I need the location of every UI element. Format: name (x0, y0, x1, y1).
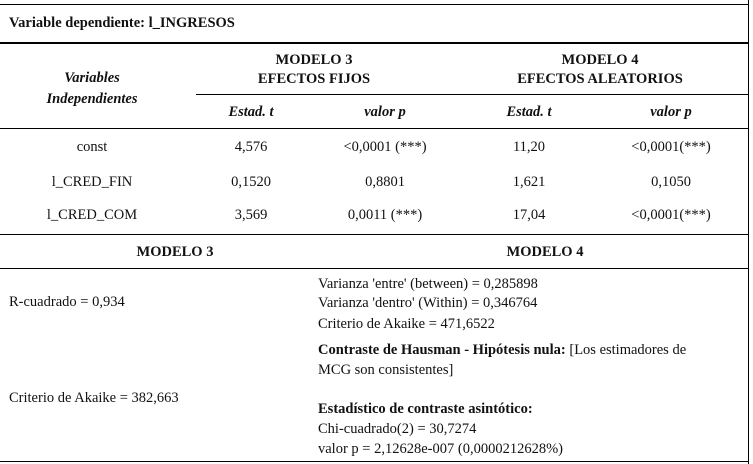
row-const-m3-t: 4,576 (234, 139, 268, 155)
m3-valor-p-header: valor p (364, 104, 406, 120)
hausman-bold: Contraste de Hausman - Hipótesis nula: (318, 342, 566, 358)
model3-akaike: Criterio de Akaike = 382,663 (9, 390, 179, 406)
rule-below-lower-header (0, 268, 749, 269)
hausman-rest-1: [Los estimadores de (565, 342, 687, 358)
stat-title: Estadístico de contraste asintótico: (318, 401, 533, 417)
m4-valor-p-header: valor p (650, 104, 692, 120)
right-border (748, 0, 749, 464)
chi-square: Chi-cuadrado(2) = 30,7274 (318, 421, 477, 437)
model3-header (216, 51, 412, 89)
model4-var-within: Varianza 'dentro' (Within) = 0,346764 (318, 295, 538, 311)
table-title: Variable dependiente: l_INGRESOS (9, 15, 235, 31)
model4-header (495, 51, 705, 89)
model4-header-line1: MODELO 4 (561, 52, 639, 68)
row-credcom-m4-p: <0,0001(***) (631, 207, 711, 223)
variables-header (30, 68, 154, 110)
p-value: valor p = 2,12628e-007 (0,0000212628%) (318, 441, 563, 457)
rule-below-header (0, 128, 749, 129)
hausman-line1 (318, 342, 686, 359)
row-const-m3-p: <0,0001 (***) (343, 139, 427, 155)
lower-model4-header: MODELO 4 (506, 244, 584, 260)
row-const-m4-p: <0,0001(***) (631, 139, 711, 155)
row-credfin-m3-p: 0,8801 (365, 174, 405, 190)
hausman-rest-2: MCG son consistentes] (318, 362, 454, 378)
row-credfin-m3-t: 0,1520 (231, 174, 271, 190)
row-const-name: const (76, 139, 108, 155)
row-credcom-m3-t: 3,569 (234, 207, 268, 223)
m4-estad-t-header: Estad. t (506, 104, 552, 120)
lower-model3-header: MODELO 3 (136, 244, 214, 260)
m3-estad-t-header: Estad. t (228, 104, 274, 120)
row-credcom-m4-t: 17,04 (512, 207, 546, 223)
model4-akaike: Criterio de Akaike = 471,6522 (318, 316, 495, 332)
variables-header-line1: Variables (64, 70, 120, 86)
model3-header-line1: MODELO 3 (275, 52, 353, 68)
model3-r2: R-cuadrado = 0,934 (9, 294, 125, 310)
row-credfin-m4-p: 0,1050 (651, 174, 691, 190)
row-credcom-name: l_CRED_COM (46, 207, 138, 223)
row-const-m4-t: 11,20 (512, 139, 546, 155)
subheader-underline (196, 94, 749, 95)
row-credfin-name: l_CRED_FIN (51, 174, 133, 190)
model4-var-between: Varianza 'entre' (between) = 0,285898 (318, 276, 538, 292)
row-credfin-m4-t: 1,621 (512, 174, 546, 190)
top-border (0, 4, 749, 5)
model3-header-line2: EFECTOS FIJOS (257, 71, 371, 87)
rule-below-rows (0, 234, 749, 235)
model4-header-line2: EFECTOS ALEATORIOS (517, 71, 683, 87)
bottom-border (0, 461, 749, 462)
row-credcom-m3-p: 0,0011 (***) (347, 207, 423, 223)
variables-header-line2: Independientes (46, 91, 138, 107)
rule-below-title (0, 42, 749, 44)
